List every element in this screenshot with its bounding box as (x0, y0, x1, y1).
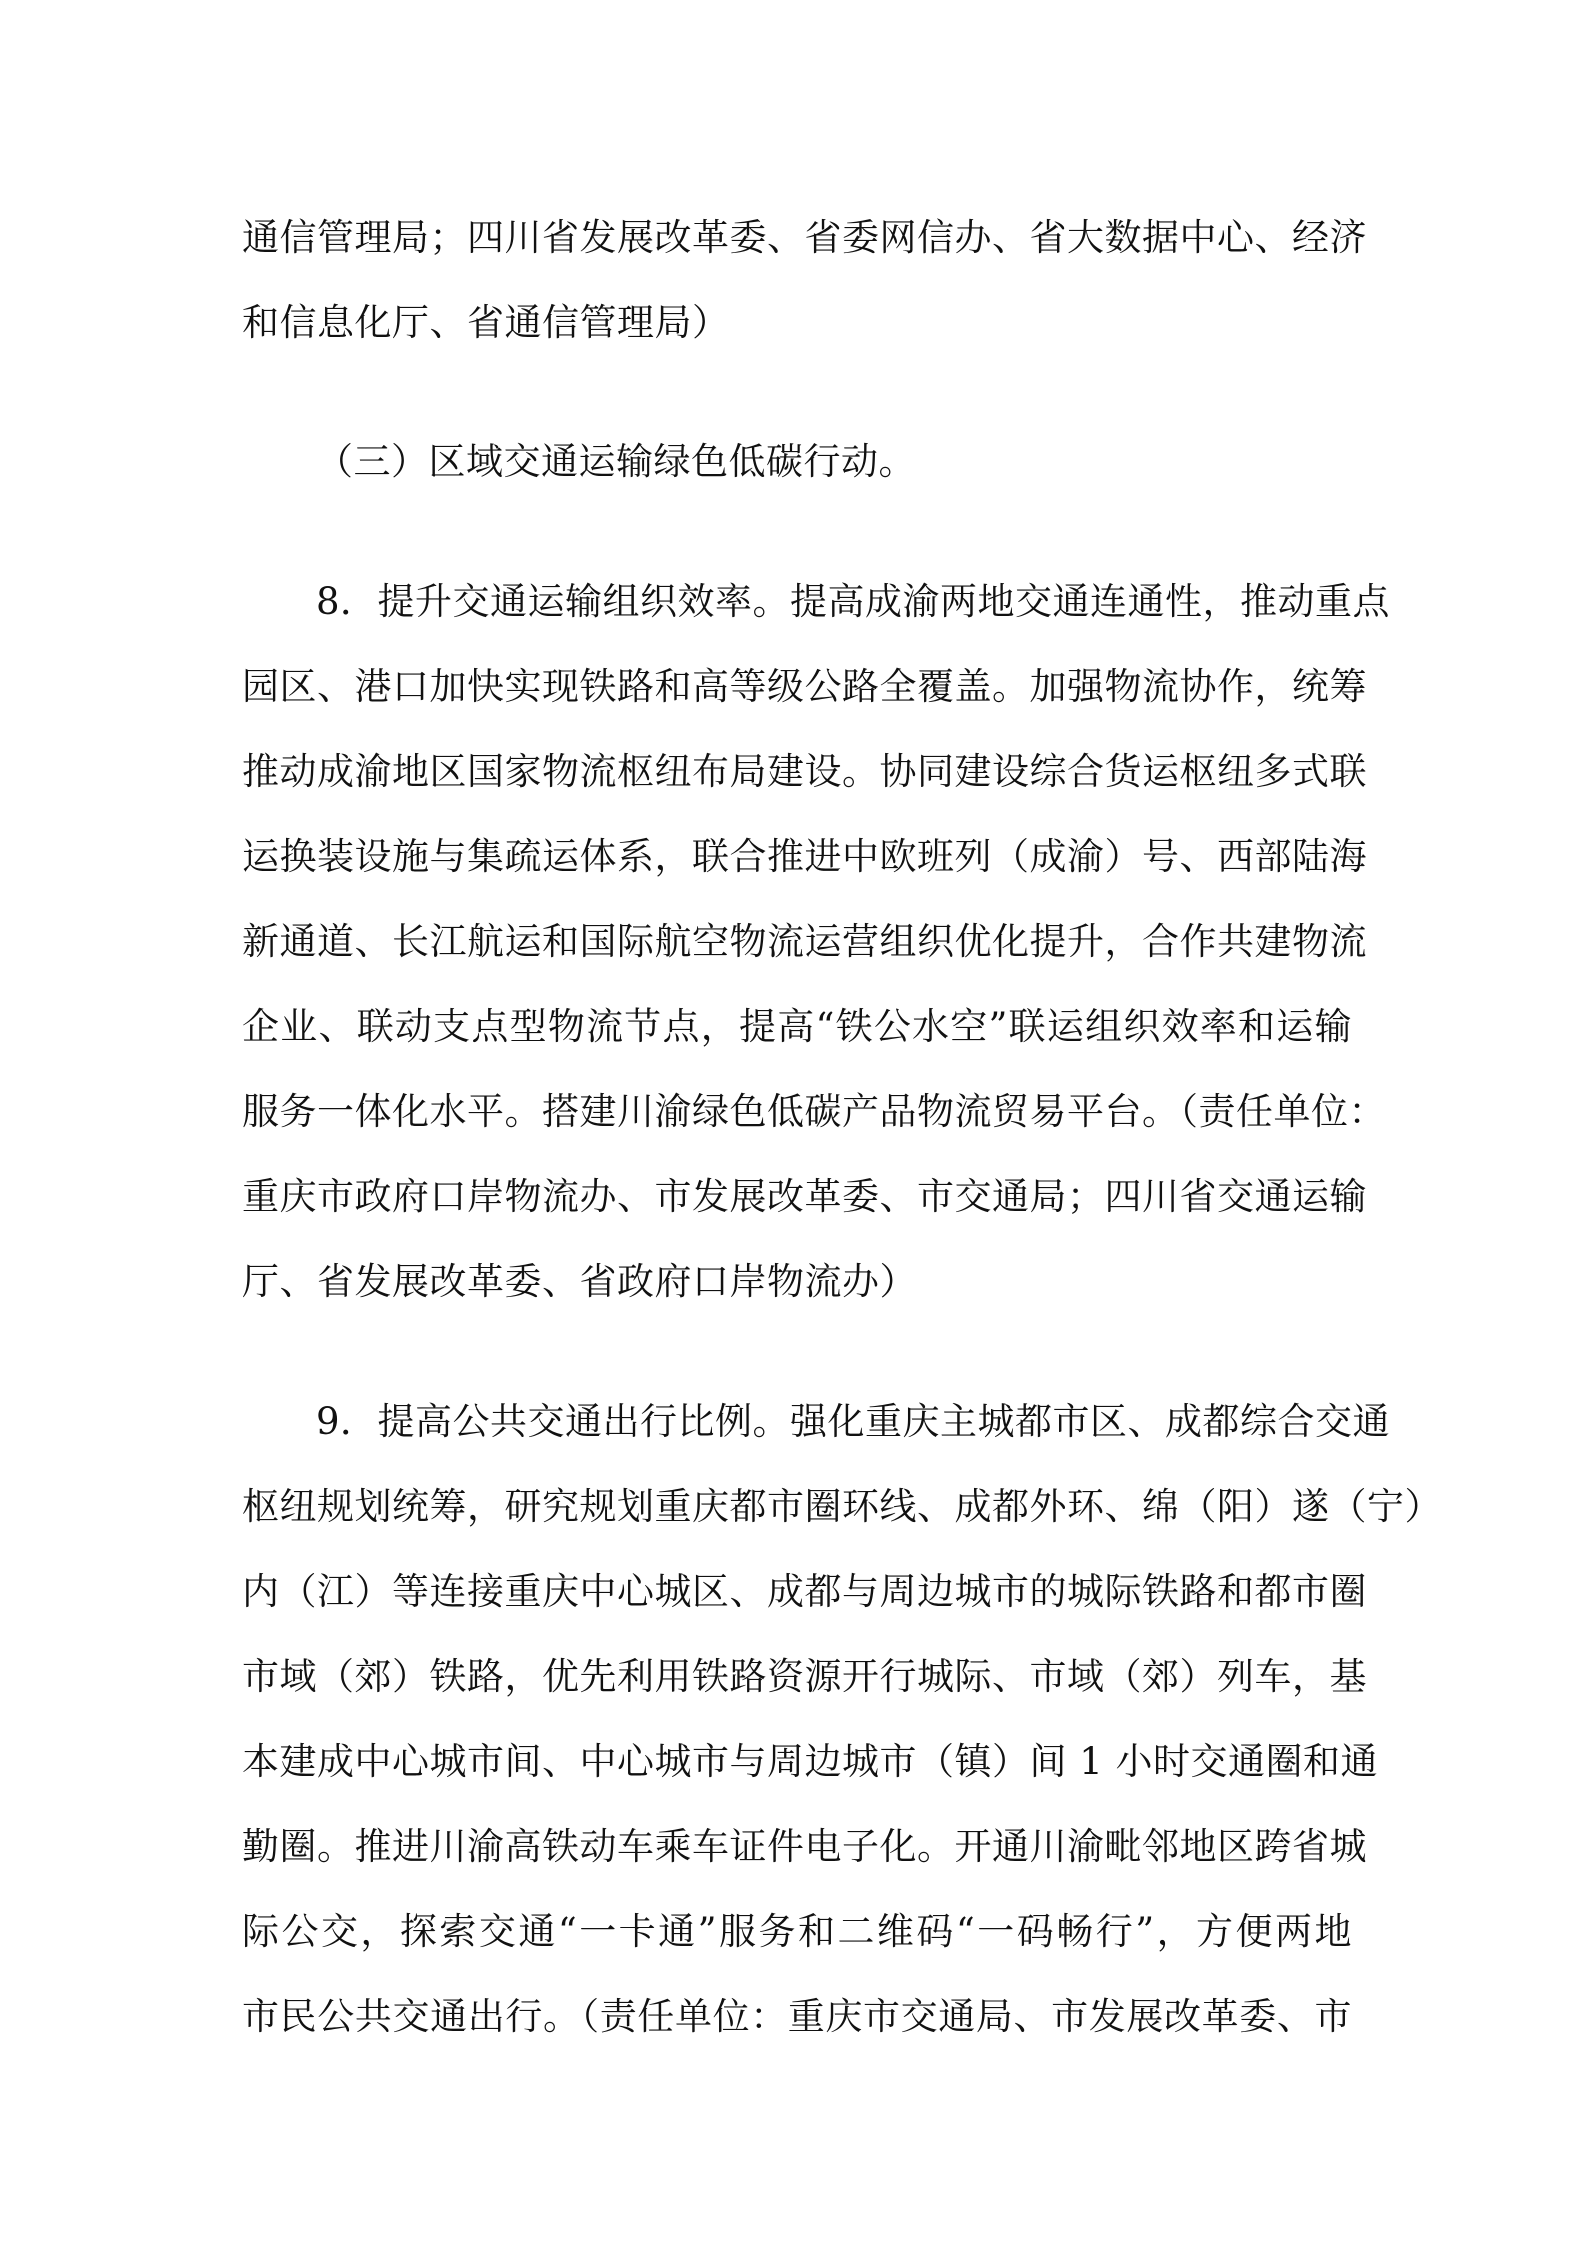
text-line: 市民公共交通出行。（责任单位：重庆市交通局、市发展改革委、市 (242, 1995, 1352, 2038)
text-line: 和信息化厅、省通信管理局） (242, 301, 730, 344)
text-line: 新通道、长江航运和国际航空物流运营组织优化提升，合作共建物流 (242, 920, 1367, 963)
text-line: 推动成渝地区国家物流枢纽布局建设。协同建设综合货运枢纽多式联 (242, 750, 1367, 793)
text-line: 重庆市政府口岸物流办、市发展改革委、市交通局；四川省交通运输 (242, 1175, 1367, 1218)
text-line: 通信管理局；四川省发展改革委、省委网信办、省大数据中心、经济 (242, 216, 1367, 259)
text-line: 园区、港口加快实现铁路和高等级公路全覆盖。加强物流协作，统筹 (242, 665, 1367, 708)
text-line: 勤圈。推进川渝高铁动车乘车证件电子化。开通川渝毗邻地区跨省城 (242, 1825, 1367, 1868)
text-line: 际公交，探索交通“一卡通”服务和二维码“一码畅行”，方便两地 (242, 1910, 1352, 1953)
text-line: 枢纽规划统筹，研究规划重庆都市圈环线、成都外环、绵（阳）遂（宁） (242, 1485, 1442, 1528)
text-line: 运换装设施与集疏运体系，联合推进中欧班列（成渝）号、西部陆海 (242, 835, 1367, 878)
text-line: 市域（郊）铁路，优先利用铁路资源开行城际、市域（郊）列车，基 (242, 1655, 1367, 1698)
text-line: 厅、省发展改革委、省政府口岸物流办） (242, 1260, 917, 1303)
text-line: 内（江）等连接重庆中心城区、成都与周边城市的城际铁路和都市圈 (242, 1570, 1367, 1613)
section-heading: （三）区域交通运输绿色低碳行动。 (316, 440, 916, 483)
text-line: 企业、联动支点型物流节点，提高“铁公水空”联运组织效率和运输 (242, 1005, 1352, 1048)
text-line: 本建成中心城市间、中心城市与周边城市（镇）间 1 小时交通圈和通 (242, 1740, 1379, 1783)
text-line: 8．提升交通运输组织效率。提高成渝两地交通连通性，推动重点 (316, 580, 1391, 623)
text-line: 服务一体化水平。搭建川渝绿色低碳产品物流贸易平台。（责任单位： (242, 1090, 1386, 1133)
text-line: 9．提高公共交通出行比例。强化重庆主城都市区、成都综合交通 (316, 1400, 1391, 1443)
